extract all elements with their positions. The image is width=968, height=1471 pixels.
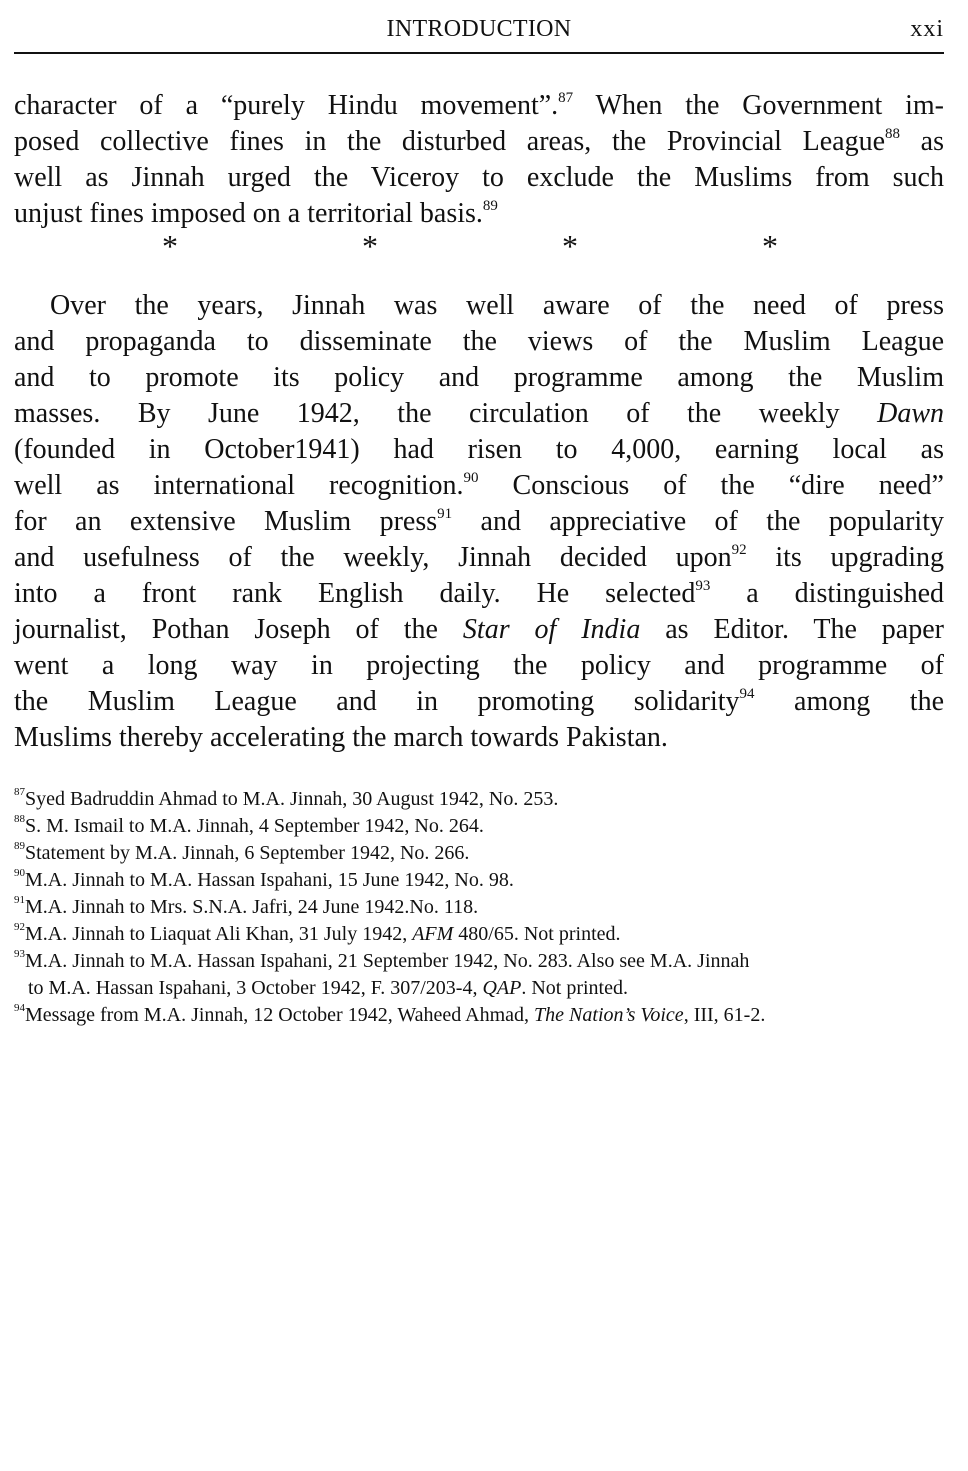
text-line: journalist, Pothan Joseph of the Star of India as Editor. The paper (14, 614, 944, 645)
footnote-92: $^{92}$M.A. Jinnah to Liaquat Ali Khan, 31 July 1942, AFM 480/65. Not printed. (14, 921, 621, 945)
text-line: for an extensive Muslim press$^{91}$ and appreciative of the popularity (14, 505, 944, 537)
section-separator (150, 228, 790, 264)
page-number: xxi (910, 16, 944, 42)
italic-title: Star of India (462, 614, 641, 645)
text-line: well as Jinnah urged the Viceroy to exclude the Muslims from such (14, 162, 944, 193)
footnote-87: $^{87}$Syed Badruddin Ahmad to M.A. Jinnah, 30 August 1942, No. 253. (14, 786, 559, 810)
asterisk: * (562, 228, 578, 264)
footnote-94: $^{94}$Message from M.A. Jinnah, 12 October 1942, Waheed Ahmad, The Nation’s Voice, III, 61-2. (14, 1002, 766, 1026)
footnote-ref[interactable]: 89 (482, 197, 498, 214)
text-line: Muslims thereby accelerating the march towards Pakistan. (14, 722, 668, 753)
text-line: posed collective fines in the disturbed areas, the Provincial League$^{88}$ as (14, 125, 944, 157)
footnote-ref[interactable]: 87 (558, 89, 574, 106)
text-line: (founded in October1941) had risen to 4,000, earning local as (14, 434, 944, 465)
footnote-continuation: to M.A. Hassan Ispahani, 3 October 1942, F. 307/203-4, QAP. Not printed. (28, 977, 628, 999)
footnote-ref[interactable]: 88 (885, 125, 900, 142)
text-line: character of a “purely Hindu movement”.$^{87}$ When the Government im- (14, 89, 944, 121)
text-line: into a front rank English daily. He selected$^{93}$ a distinguished (14, 577, 945, 609)
text-line: went a long way in projecting the policy and programme of (14, 650, 944, 681)
footnote-93: $^{93}$M.A. Jinnah to M.A. Hassan Ispahani, 21 September 1942, No. 283. Also see M.A. Jinnah to M.A. Hassan Ispahani, 3 October 1942, F. 307/203-4, QAP. Not printed. (14, 948, 944, 1002)
running-head: INTRODUCTION (386, 16, 572, 42)
text-line: masses. By June 1942, the circulation of the weekly Dawn (14, 398, 944, 429)
footnote-ref[interactable]: 94 (739, 685, 755, 702)
asterisk: * (762, 228, 778, 264)
text-line: the Muslim League and in promoting solidarity$^{94}$ among the (14, 685, 944, 717)
footnote-91: $^{91}$M.A. Jinnah to Mrs. S.N.A. Jafri, 24 June 1942.No. 118. (14, 894, 479, 918)
footnote-90: $^{90}$M.A. Jinnah to M.A. Hassan Ispahani, 15 June 1942, No. 98. (14, 867, 514, 891)
paragraph-2 (14, 288, 944, 756)
text-line: and to promote its policy and programme among the Muslim (14, 362, 944, 393)
text-line: unjust fines imposed on a territorial basis.$^{89}$ (14, 197, 498, 229)
footnotes (14, 786, 944, 1029)
footnote-ref[interactable]: 93 (695, 577, 711, 594)
footnote-ref[interactable]: 91 (437, 505, 453, 522)
text-line: and usefulness of the weekly, Jinnah decided upon$^{92}$ its upgrading (14, 541, 944, 573)
asterisk: * (162, 228, 178, 264)
footnote-ref[interactable]: 90 (463, 469, 479, 486)
text-line: Over the years, Jinnah was well aware of the need of press (50, 290, 944, 321)
text-line: well as international recognition.$^{90}$ Conscious of the “dire need” (14, 469, 944, 501)
page-header (14, 14, 944, 54)
footnote-88: $^{88}$S. M. Ismail to M.A. Jinnah, 4 September 1942, No. 264. (14, 813, 484, 837)
asterisk: * (362, 228, 378, 264)
italic-title: Dawn (877, 398, 944, 429)
text-line: and propaganda to disseminate the views of the Muslim League (14, 326, 944, 357)
footnote-89: $^{89}$Statement by M.A. Jinnah, 6 September 1942, No. 266. (14, 840, 470, 864)
footnote-ref[interactable]: 92 (731, 541, 747, 558)
paragraph-1 (14, 88, 944, 232)
